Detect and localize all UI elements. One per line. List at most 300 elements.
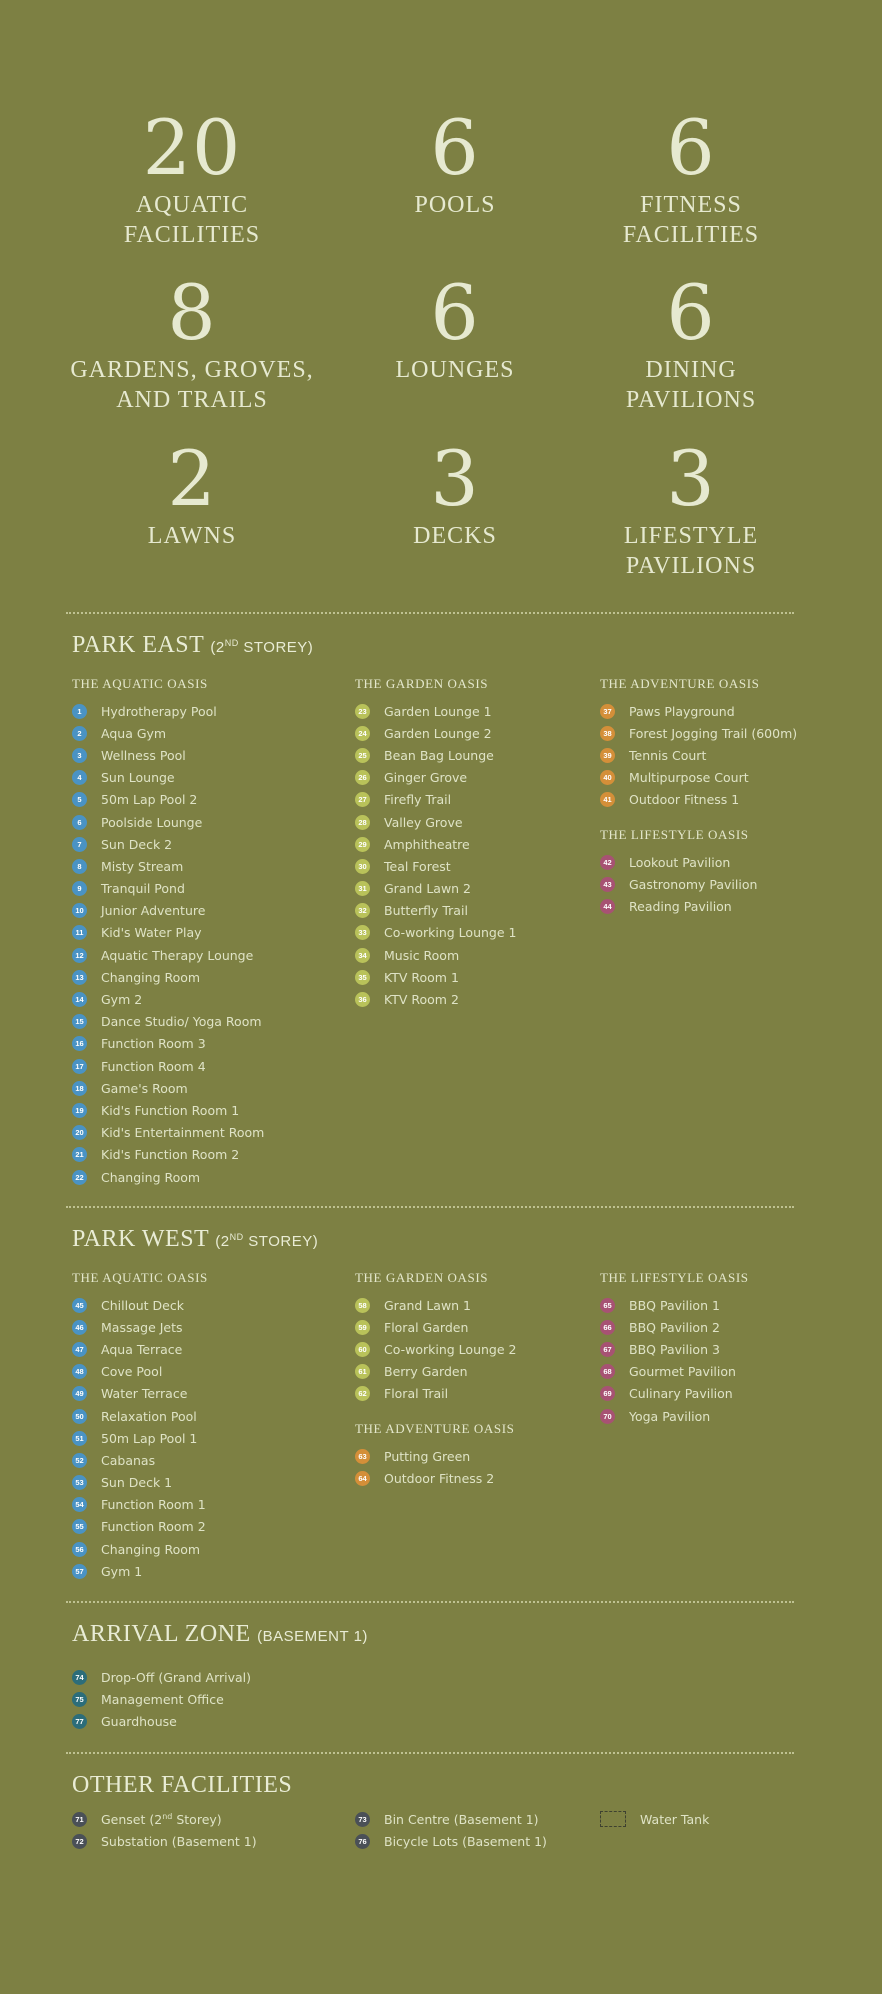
number-badge: 15 — [72, 1014, 87, 1029]
facility-label — [384, 1386, 448, 1401]
list-item — [355, 1467, 516, 1489]
facility-label — [101, 770, 175, 785]
number-badge: 46 — [72, 1320, 87, 1335]
list-item — [72, 700, 264, 722]
divider — [66, 1601, 794, 1603]
stat-label-line: PAVILIONS — [625, 553, 757, 579]
facility-label — [101, 925, 202, 940]
facility-name: Aquatic Therapy Lounge — [101, 947, 254, 963]
divider — [66, 1752, 794, 1754]
facility-sup: nd — [162, 1811, 173, 1821]
facility-label — [101, 1475, 172, 1490]
facility-name: Cabanas — [101, 1452, 156, 1468]
number-badge: 35 — [355, 970, 370, 985]
facility-label — [101, 903, 205, 918]
facility-label — [384, 837, 470, 852]
facility-name: Sun Deck 2 — [101, 836, 173, 852]
list-item — [355, 722, 516, 744]
list-item — [72, 1338, 208, 1360]
facility-name: Function Room 4 — [101, 1058, 206, 1074]
subtitle-sup: ND — [224, 638, 239, 648]
facility-label — [629, 1298, 720, 1313]
number-badge: 39 — [600, 748, 615, 763]
stat-number: 6 — [666, 268, 716, 357]
number-badge: 22 — [72, 1170, 87, 1185]
list-item — [72, 1316, 208, 1338]
oasis-heading: THE ADVENTURE OASIS — [355, 1420, 515, 1436]
oasis-heading: THE GARDEN OASIS — [355, 1270, 489, 1285]
facility-label — [629, 1320, 720, 1335]
list-item — [72, 1666, 251, 1688]
facility-column — [355, 1808, 547, 1852]
number-badge: 10 — [72, 903, 87, 918]
number-badge: 30 — [355, 859, 370, 874]
facility-name: Ginger Grove — [384, 770, 468, 786]
number-badge: 11 — [72, 925, 87, 940]
section-title-other-facilities — [72, 1772, 292, 1799]
facility-name: Tranquil Pond — [101, 881, 185, 897]
list-item — [72, 1516, 208, 1538]
facility-name: Forest Jogging Trail (600m) — [629, 725, 798, 741]
facility-name: Outdoor Fitness 2 — [384, 1470, 495, 1486]
facility-label — [384, 1364, 468, 1379]
stat-label-line: DECKS — [413, 523, 497, 549]
facility-name: BBQ Pavilion 3 — [629, 1341, 720, 1357]
list-item — [72, 1710, 251, 1732]
facility-label — [384, 1834, 547, 1849]
number-badge: 66 — [600, 1320, 615, 1335]
list-item — [355, 966, 516, 988]
facility-label — [101, 1453, 155, 1468]
number-badge: 20 — [72, 1125, 87, 1140]
list-item — [72, 1383, 208, 1405]
facility-label — [101, 1342, 182, 1357]
facility-name: Gym 1 — [101, 1563, 143, 1579]
facility-label — [384, 748, 494, 763]
subtitle-part: (2 — [215, 1233, 230, 1250]
list-item — [600, 722, 797, 744]
facility-name: KTV Room 2 — [384, 992, 459, 1008]
facility-name: Floral Garden — [384, 1319, 469, 1335]
number-badge: 7 — [72, 837, 87, 852]
facility-label — [101, 1170, 200, 1185]
number-badge: 55 — [72, 1519, 87, 1534]
facility-name: Floral Trail — [384, 1386, 449, 1402]
facility-label — [384, 1812, 539, 1827]
stat-block — [42, 434, 342, 551]
number-badge: 29 — [355, 837, 370, 852]
facility-column — [600, 676, 797, 918]
list-item — [72, 1560, 208, 1582]
number-badge: 68 — [600, 1364, 615, 1379]
facility-name: Aqua Terrace — [101, 1341, 183, 1357]
number-badge: 14 — [72, 992, 87, 1007]
facility-column — [600, 1808, 709, 1830]
oasis-heading: THE AQUATIC OASIS — [72, 1270, 208, 1285]
number-badge: 44 — [600, 899, 615, 914]
list-item — [355, 811, 516, 833]
facility-name: Game's Room — [101, 1080, 188, 1096]
list-item — [72, 922, 264, 944]
facility-label — [629, 855, 730, 870]
facility-name: Garden Lounge 1 — [384, 703, 492, 719]
facility-name: Changing Room — [101, 1541, 201, 1557]
stat-label — [42, 355, 342, 415]
section-title-text: ARRIVAL ZONE — [72, 1621, 251, 1647]
list-item — [72, 1166, 264, 1188]
list-item — [72, 833, 264, 855]
number-badge: 64 — [355, 1471, 370, 1486]
stat-label-line: FACILITIES — [123, 222, 261, 248]
list-item — [72, 1538, 208, 1560]
list-item — [72, 944, 264, 966]
list-item — [355, 700, 516, 722]
facility-label — [629, 899, 732, 914]
stat-label — [541, 355, 841, 415]
divider — [66, 612, 794, 614]
number-badge: 19 — [72, 1103, 87, 1118]
facility-label — [101, 1692, 224, 1707]
list-item — [72, 1808, 257, 1830]
number-badge: 75 — [72, 1692, 87, 1707]
facility-name: Music Room — [384, 947, 460, 963]
section-subtitle — [257, 1628, 368, 1645]
facility-name: Function Room 3 — [101, 1036, 206, 1052]
number-badge: 37 — [600, 704, 615, 719]
facility-name: Changing Room — [101, 1169, 201, 1185]
number-badge: 58 — [355, 1298, 370, 1313]
list-item — [355, 878, 516, 900]
facility-name: Water Tank — [640, 1811, 710, 1827]
number-badge: 72 — [72, 1834, 87, 1849]
facility-name: Kid's Entertainment Room — [101, 1125, 265, 1141]
list-item — [355, 1383, 516, 1405]
list-item — [72, 900, 264, 922]
facility-column — [600, 1270, 749, 1427]
facility-label — [101, 1147, 239, 1162]
number-badge: 34 — [355, 948, 370, 963]
facility-label — [629, 1364, 736, 1379]
facility-label — [384, 726, 492, 741]
list-item — [72, 855, 264, 877]
number-badge: 27 — [355, 792, 370, 807]
facility-name: Changing Room — [101, 969, 201, 985]
list-item — [72, 1472, 208, 1494]
number-badge: 53 — [72, 1475, 87, 1490]
facility-label — [101, 859, 183, 874]
stat-label-line: FITNESS — [640, 192, 742, 218]
list-item — [355, 922, 516, 944]
facility-name: BBQ Pavilion 2 — [629, 1319, 720, 1335]
list-item — [355, 1338, 516, 1360]
number-badge: 32 — [355, 903, 370, 918]
list-item — [355, 1316, 516, 1338]
stat-label-line: FACILITIES — [622, 222, 760, 248]
number-badge: 70 — [600, 1409, 615, 1424]
facility-name: Teal Forest — [384, 858, 451, 874]
facility-label — [384, 1298, 471, 1313]
facility-label — [629, 704, 735, 719]
facility-label — [101, 1670, 251, 1685]
list-item — [600, 1383, 749, 1405]
facility-name: BBQ Pavilion 1 — [629, 1297, 720, 1313]
list-item — [72, 722, 264, 744]
list-item — [72, 1494, 208, 1516]
facility-name: Kid's Water Play — [101, 925, 202, 941]
facility-label — [101, 1014, 262, 1029]
list-item — [72, 1427, 208, 1449]
facility-name: Poolside Lounge — [101, 814, 203, 830]
facility-name-rest: Storey) — [172, 1811, 222, 1827]
list-item — [72, 1033, 264, 1055]
list-item — [72, 789, 264, 811]
facility-label — [384, 1449, 470, 1464]
number-badge: 3 — [72, 748, 87, 763]
list-item — [355, 744, 516, 766]
facility-name: 50m Lap Pool 2 — [101, 792, 198, 808]
stat-label — [42, 521, 342, 551]
facility-name: Management Office — [101, 1691, 224, 1707]
number-badge: 48 — [72, 1364, 87, 1379]
facility-label — [101, 1059, 206, 1074]
list-item — [600, 789, 797, 811]
number-badge: 73 — [355, 1812, 370, 1827]
section-title-text: OTHER FACILITIES — [72, 1772, 293, 1798]
number-badge: 5 — [72, 792, 87, 807]
facility-name: Sun Deck 1 — [101, 1475, 173, 1491]
number-badge: 65 — [600, 1298, 615, 1313]
list-item — [355, 1294, 516, 1316]
number-badge: 67 — [600, 1342, 615, 1357]
list-item — [72, 878, 264, 900]
facility-label — [101, 992, 142, 1007]
facility-name: Amphitheatre — [384, 836, 470, 852]
facility-label — [101, 1320, 183, 1335]
list-item — [355, 1808, 547, 1830]
stat-label-line: PAVILIONS — [625, 387, 757, 413]
facility-label — [629, 1342, 720, 1357]
facility-name: Grand Lawn 1 — [384, 1297, 472, 1313]
number-badge: 18 — [72, 1081, 87, 1096]
facility-name: Massage Jets — [101, 1319, 183, 1335]
facility-label — [384, 1342, 516, 1357]
number-badge: 25 — [355, 748, 370, 763]
facility-label — [101, 1386, 187, 1401]
facility-name: Gastronomy Pavilion — [629, 876, 758, 892]
facility-label — [384, 815, 463, 830]
facility-name: Putting Green — [384, 1448, 471, 1464]
facility-column — [72, 1808, 257, 1852]
list-item — [600, 1808, 709, 1830]
oasis-heading: THE LIFESTYLE OASIS — [600, 826, 749, 842]
facility-name: Chillout Deck — [101, 1297, 184, 1313]
number-badge: 63 — [355, 1449, 370, 1464]
list-item — [600, 873, 797, 895]
facility-label — [101, 1125, 264, 1140]
number-badge: 36 — [355, 992, 370, 1007]
number-badge: 24 — [355, 726, 370, 741]
number-badge: 23 — [355, 704, 370, 719]
oasis-heading: THE LIFESTYLE OASIS — [600, 1270, 749, 1285]
subtitle-sup: ND — [229, 1232, 244, 1242]
section-subtitle — [215, 1233, 318, 1250]
list-item — [72, 1099, 264, 1121]
facility-label — [101, 704, 217, 719]
stat-number: 20 — [142, 103, 242, 192]
number-badge: 9 — [72, 881, 87, 896]
list-item — [600, 1294, 749, 1316]
number-badge: 50 — [72, 1409, 87, 1424]
list-item — [72, 1294, 208, 1316]
facility-name: Substation (Basement 1) — [101, 1833, 257, 1849]
facility-column — [72, 1666, 251, 1733]
number-badge: 13 — [72, 970, 87, 985]
number-badge: 51 — [72, 1431, 87, 1446]
number-badge: 21 — [72, 1147, 87, 1162]
facility-name: Gourmet Pavilion — [629, 1364, 736, 1380]
stat-label-line: GARDENS, GROVES, — [70, 357, 314, 383]
number-badge: 16 — [72, 1036, 87, 1051]
facility-label — [384, 881, 471, 896]
facility-name: Butterfly Trail — [384, 903, 468, 919]
list-item — [72, 1144, 264, 1166]
number-badge: 54 — [72, 1497, 87, 1512]
facility-label — [101, 1081, 188, 1096]
facility-name: Cove Pool — [101, 1364, 163, 1380]
facility-name: Multipurpose Court — [629, 770, 749, 786]
list-item — [355, 833, 516, 855]
facility-name: Kid's Function Room 2 — [101, 1147, 240, 1163]
list-item — [600, 1338, 749, 1360]
facility-label — [629, 1409, 710, 1424]
facility-label — [101, 1364, 162, 1379]
number-badge: 62 — [355, 1386, 370, 1401]
stat-label-line: POOLS — [414, 192, 496, 218]
facility-label — [384, 948, 459, 963]
facility-column — [72, 1270, 208, 1582]
list-item — [600, 1361, 749, 1383]
facility-label — [101, 748, 186, 763]
facility-label — [384, 1320, 468, 1335]
list-item — [72, 767, 264, 789]
facility-label — [101, 1564, 142, 1579]
stat-number: 2 — [167, 434, 217, 523]
facility-name: Relaxation Pool — [101, 1408, 197, 1424]
facility-label — [629, 726, 797, 741]
facility-name: Valley Grove — [384, 814, 463, 830]
facility-label — [101, 881, 185, 896]
section-title-park-west — [72, 1226, 318, 1253]
facility-name: Paws Playground — [629, 703, 735, 719]
number-badge: 42 — [600, 855, 615, 870]
facility-name: Water Terrace — [101, 1386, 188, 1402]
facility-label — [629, 792, 739, 807]
facility-name: Misty Stream — [101, 858, 184, 874]
stat-label-line: LAWNS — [147, 523, 237, 549]
number-badge: 47 — [72, 1342, 87, 1357]
list-item — [355, 789, 516, 811]
oasis-heading: THE AQUATIC OASIS — [72, 676, 208, 691]
number-badge: 60 — [355, 1342, 370, 1357]
facility-label — [384, 992, 459, 1007]
facility-name: Genset (2 — [101, 1811, 163, 1827]
stat-label-line: AND TRAILS — [116, 387, 268, 413]
facility-name: Grand Lawn 2 — [384, 881, 472, 897]
list-item — [72, 1688, 251, 1710]
number-badge: 38 — [600, 726, 615, 741]
facility-name: Guardhouse — [101, 1713, 177, 1729]
list-item — [600, 700, 797, 722]
list-item — [355, 1445, 516, 1467]
number-badge: 76 — [355, 1834, 370, 1849]
stat-number: 6 — [666, 103, 716, 192]
facility-label — [101, 1497, 206, 1512]
facility-name: Yoga Pavilion — [629, 1408, 711, 1424]
facility-column — [355, 676, 516, 1011]
subtitle-part: STOREY) — [238, 639, 314, 656]
list-item — [600, 1405, 749, 1427]
number-badge: 57 — [72, 1564, 87, 1579]
list-item — [72, 1122, 264, 1144]
list-item — [600, 767, 797, 789]
facility-label — [629, 877, 757, 892]
facility-label — [101, 1103, 239, 1118]
facility-name: Kid's Function Room 1 — [101, 1102, 240, 1118]
facility-label — [101, 792, 197, 807]
subtitle-part: (2 — [210, 639, 225, 656]
facility-label — [101, 815, 202, 830]
facility-name: KTV Room 1 — [384, 969, 459, 985]
number-badge: 17 — [72, 1059, 87, 1074]
facility-label — [384, 1471, 494, 1486]
facility-label — [101, 1409, 197, 1424]
facility-label — [101, 970, 200, 985]
water-tank-icon — [600, 1811, 626, 1827]
stat-label — [541, 521, 841, 581]
stat-number: 3 — [666, 434, 716, 523]
number-badge: 43 — [600, 877, 615, 892]
number-badge: 8 — [72, 859, 87, 874]
number-badge: 61 — [355, 1364, 370, 1379]
facility-name: Lookout Pavilion — [629, 854, 731, 870]
list-item — [72, 1361, 208, 1383]
list-item — [355, 944, 516, 966]
facility-name: Bicycle Lots (Basement 1) — [384, 1833, 547, 1849]
list-item — [600, 851, 797, 873]
oasis-heading: THE GARDEN OASIS — [355, 676, 489, 691]
subtitle-part: (BASEMENT 1) — [257, 1628, 368, 1645]
facility-name: Co-working Lounge 1 — [384, 925, 517, 941]
section-title-text: PARK EAST — [72, 632, 204, 658]
facility-name: Reading Pavilion — [629, 898, 732, 914]
list-item — [72, 1011, 264, 1033]
facility-name: Co-working Lounge 2 — [384, 1341, 517, 1357]
list-item — [72, 966, 264, 988]
list-item — [72, 1405, 208, 1427]
facility-label — [384, 903, 468, 918]
stat-label — [42, 190, 342, 250]
number-badge: 77 — [72, 1714, 87, 1729]
facility-name: Function Room 1 — [101, 1497, 206, 1513]
facility-label — [101, 1036, 206, 1051]
list-item — [72, 1077, 264, 1099]
facility-label — [101, 726, 166, 741]
subtitle-part: STOREY) — [243, 1233, 319, 1250]
list-item — [600, 744, 797, 766]
number-badge: 28 — [355, 815, 370, 830]
stat-number: 8 — [167, 268, 217, 357]
number-badge: 41 — [600, 792, 615, 807]
